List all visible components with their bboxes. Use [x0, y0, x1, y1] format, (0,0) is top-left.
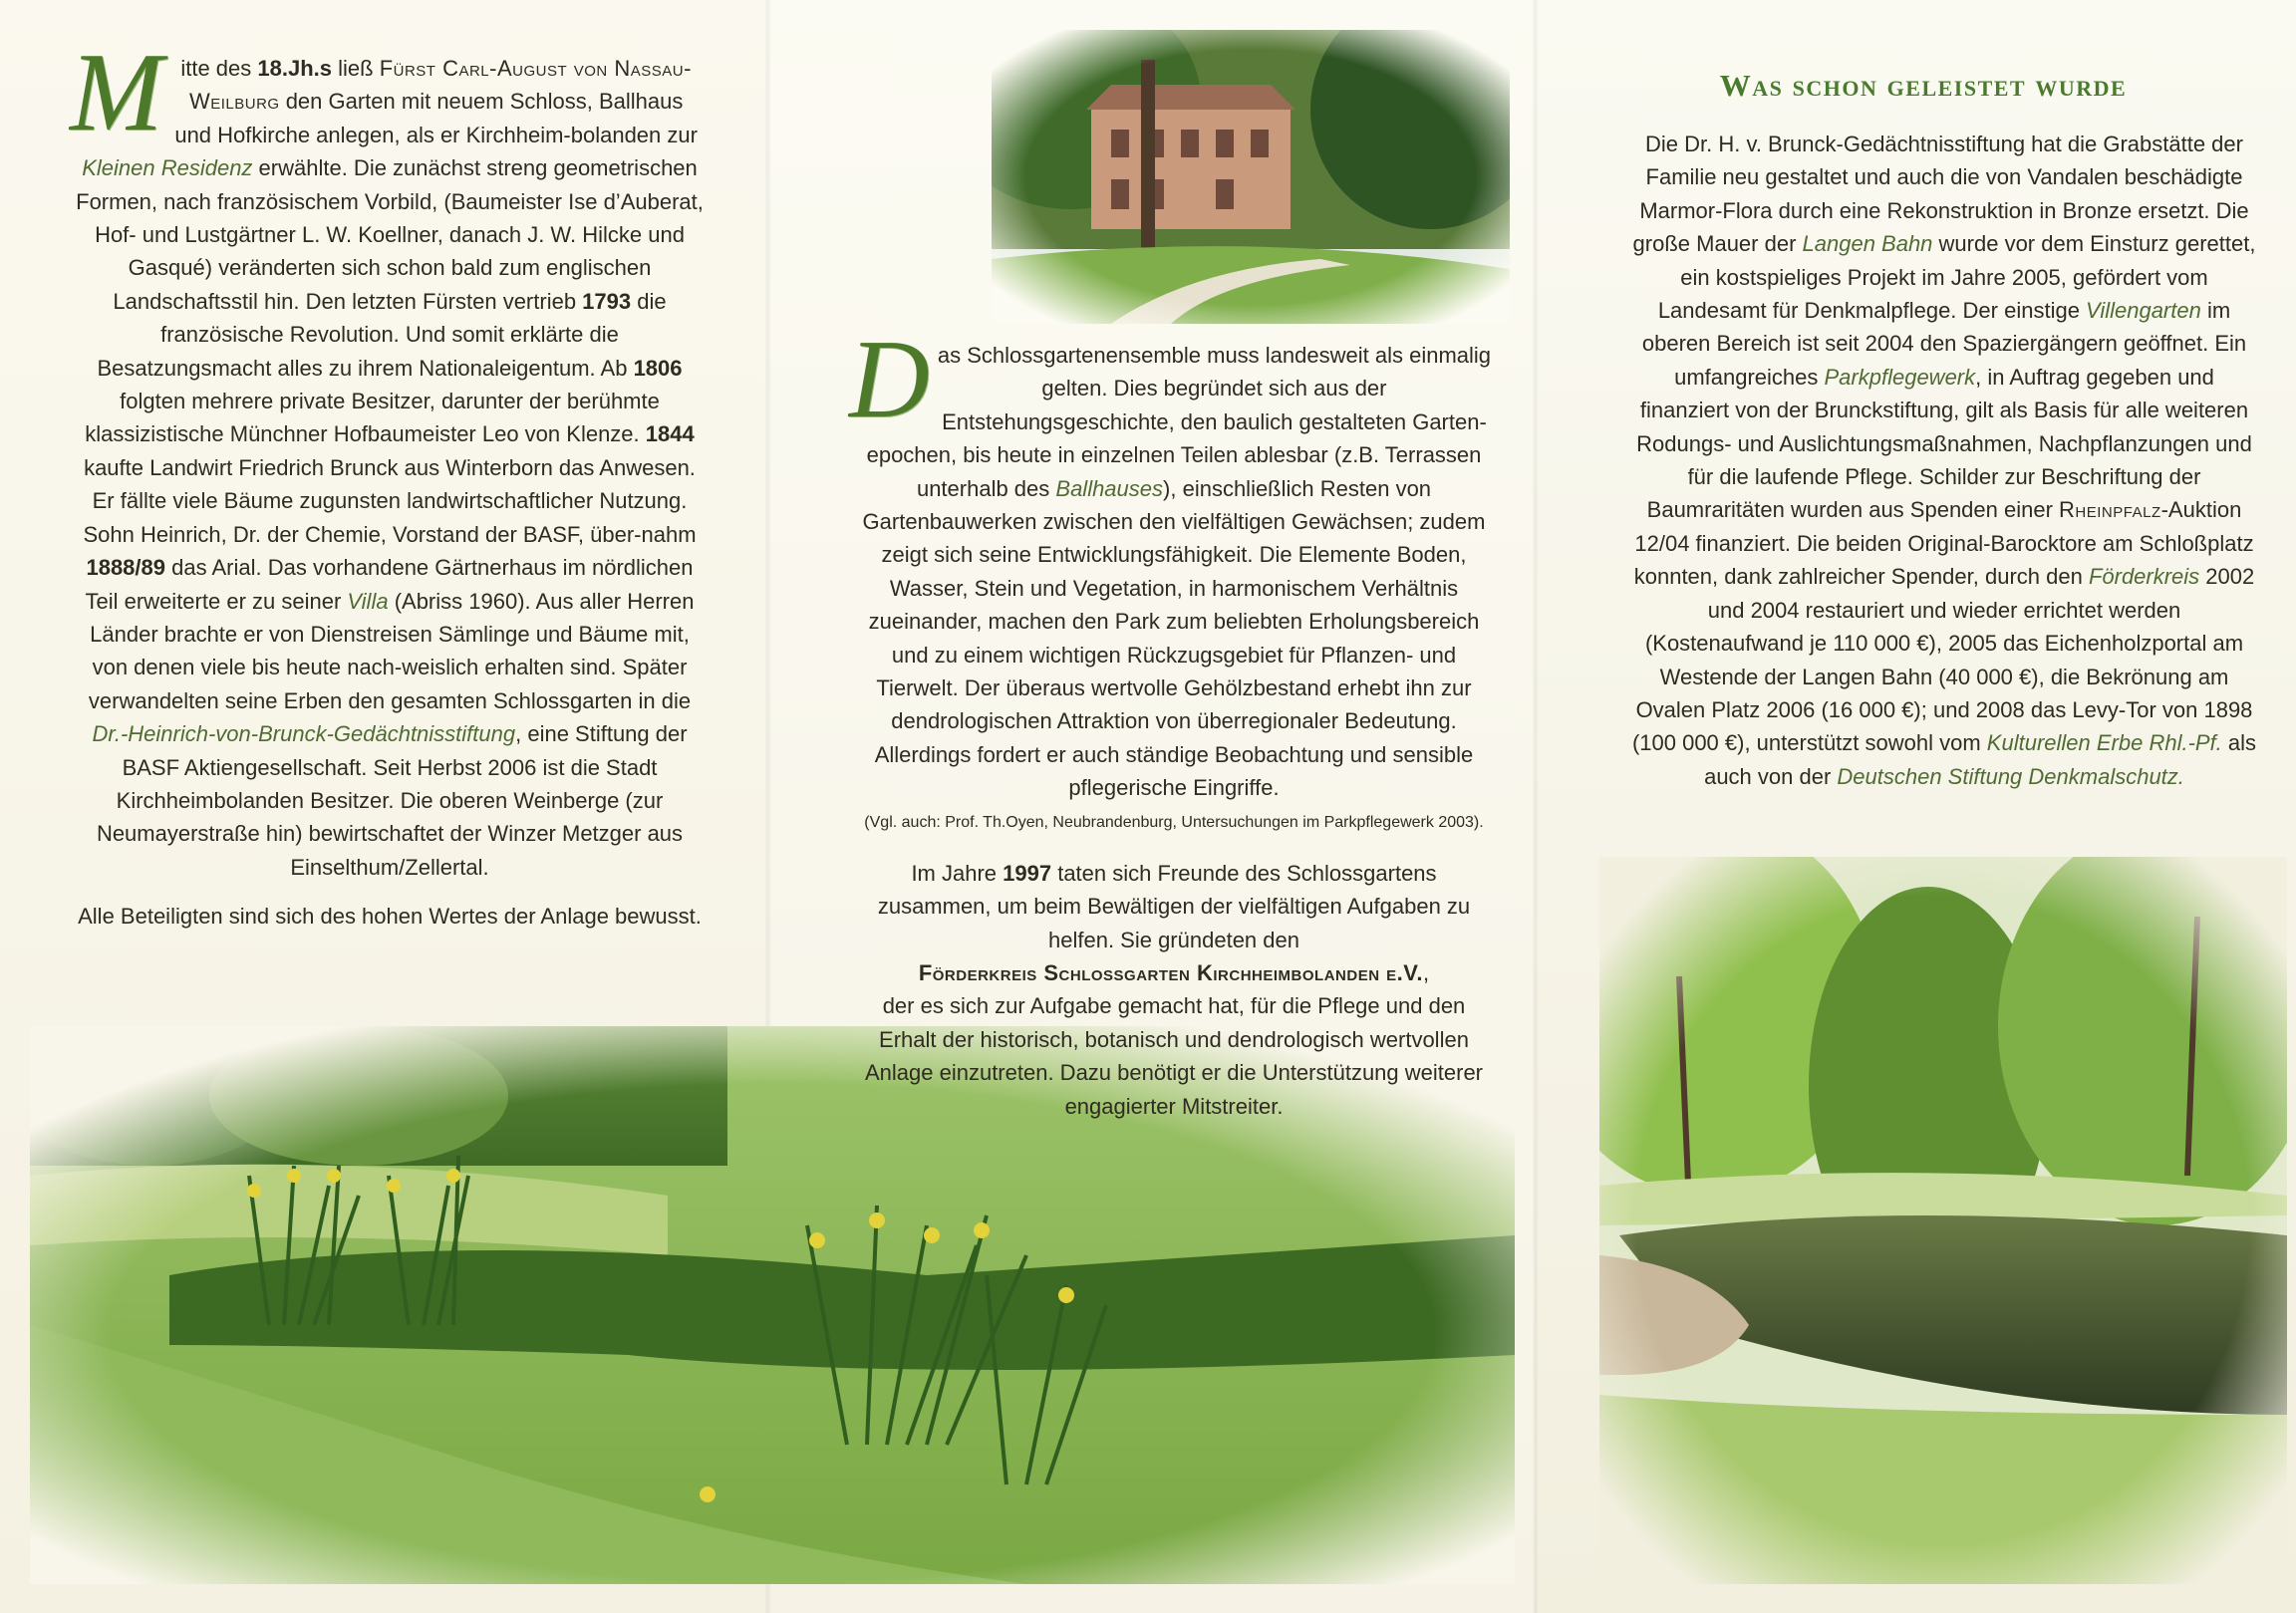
- intro-text: [70, 31, 704, 934]
- manor-house-photo: [992, 30, 1510, 324]
- achievements-heading: Was schon geleistet wurde: [1719, 68, 2128, 103]
- ensemble-paragraph: as Schlossgartenensemble muss landesweit als einmalig gelten. Dies begründet sich aus der Entstehungsgeschichte, den baulich gestalteten Garten-epochen, bis heute in einzelnen Teilen ablesbar (z.B. Terrassen unterhalb des Ballhauses), einschließlich Resten von Gartenbauwerken zwischen den vielfältigen Gewächsen; zudem zeigt sich seine Entwicklungsfähigkeit. Die Elemente Boden, Wasser, Stein und Vegetation, in harmonischem Verhältnis zueinander, machen den Park zum beliebten Erholungsbereich und zu einem wichtigen Rückzugsgebiet für Pflanzen- und Tierwelt. Der überaus wertvolle Gehölzbestand erhebt ihn zur dendrologischen Attraktion von überregionaler Bedeutung. Allerdings fordert er auch ständige Beobachtung und sensible pflegerische Eingriffe.: [862, 343, 1492, 801]
- dropcap-m: M: [70, 31, 163, 154]
- willow-pond-photo: [1599, 857, 2287, 1584]
- ensemble-text: [849, 318, 1493, 1123]
- fold-line-2: [1533, 0, 1539, 1613]
- citation-footnote: (Vgl. auch: Prof. Th.Oyen, Neubrandenburg, Untersuchungen im Parkpflegewerk 2003).: [864, 813, 1484, 831]
- dropcap-d: D: [849, 318, 930, 441]
- closing-sentence: Alle Beteiligten sind sich des hohen Wertes der Anlage bewusst.: [78, 904, 702, 930]
- foerderkreis-paragraph: Im Jahre 1997 taten sich Freunde des Schlossgartens zusammen, um beim Bewältigen der vielfältigen Aufgaben zu helfen. Sie gründeten den Förderkreis Schlossgarten Kirchheimbolanden e.V., der es sich zur Aufgabe gemacht hat, für die Pflege und den Erhalt der historisch, botanisch und dendrologisch wertvollen Anlage einzutreten. Dazu benötigt er die Unterstützung weiterer engagierter Mitstreiter.: [864, 860, 1484, 1119]
- achievements-paragraph: Die Dr. H. v. Brunck-Gedächtnisstiftung hat die Grabstätte der Familie neu gestaltet und auch die von Vandalen beschädigte Marmor-Flora durch eine Rekonstruktion in Bronze ersetzt. Die große Mauer der Langen Bahn wurde vor dem Einsturz gerettet, ein kostspieliges Projekt im Jahre 2005, gefördert vom Landesamt für Denkmalpflege. Der einstige Villengarten im oberen Bereich ist seit 2004 den Spaziergängern geöffnet. Ein umfangreiches Parkpflegewerk, in Auftrag gegeben und finanziert von der Brunckstiftung, gilt als Basis für alle weiteren Rodungs- und Auslichtungsmaßnahmen, Nachpflanzungen und für die laufende Pflege. Schilder zur Beschriftung der Baumraritäten wurden aus Spenden einer Rheinpfalz-Auktion 12/04 finanziert. Die beiden Original-Barocktore am Schloßplatz konnten, dank zahlreicher Spender, durch den Förderkreis 2002 und 2004 restauriert und wieder errichtet werden (Kostenaufwand je 110 000 €), 2005 das Eichenholzportal am Westende der Langen Bahn (40 000 €), die Bekrönung am Ovalen Platz 2006 (16 000 €); und 2008 das Levy-Tor von 1898 (100 000 €), unterstützt sowohl vom Kulturellen Erbe Rhl.-Pf. als auch von der Deutschen Stiftung Denkmalschutz.: [1631, 132, 2257, 789]
- history-paragraph: itte des 18.Jh.s ließ Fürst Carl-August von Nassau-Weilburg den Garten mit neuem Schloss, Ballhaus und Hofkirche anlegen, als er Kirchheim-bolanden zur Kleinen Residenz erwählte. Die zunächst streng geometrischen Formen, nach französischem Vorbild, (Baumeister Ise d’Auberat, Hof- und Lustgärtner L. W. Koellner, danach J. W. Hilcke und Gasqué) veränderten sich schon bald zum englischen Landschaftsstil hin. Den letzten Fürsten vertrieb 1793 die französische Revolution. Und somit erklärte die Besatzungsmacht alles zu ihrem Nationaleigentum. Ab 1806 folgten mehrere private Besitzer, darunter der berühmte klassizistische Münchner Hofbaumeister Leo von Klenze. 1844 kaufte Landwirt Friedrich Brunck aus Winterborn das Anwesen. Er fällte viele Bäume zugunsten landwirtschaftlicher Nutzung. Sohn Heinrich, Dr. der Chemie, Vorstand der BASF, über-nahm 1888/89 das Arial. Das vorhandene Gärtnerhaus im nördlichen Teil erweiterte er zu seiner Villa (Abriss 1960). Aus aller Herren Länder brachte er von Dienstreisen Sämlinge und Bäume mit, von denen viele bis heute nach-weislich erhalten sind. Später verwandelten seine Erben den gesamten Schlossgarten in die Dr.-Heinrich-von-Brunck-Gedächtnisstiftung, eine Stiftung der BASF Aktiengesellschaft. Seit Herbst 2006 ist die Stadt Kirchheimbolanden Besitzer. Die oberen Weinberge (zur Neumayerstraße hin) bewirtschaftet der Winzer Metzger aus Einselthum/Zellertal.: [76, 56, 704, 880]
- achievements-text: [1630, 128, 2258, 793]
